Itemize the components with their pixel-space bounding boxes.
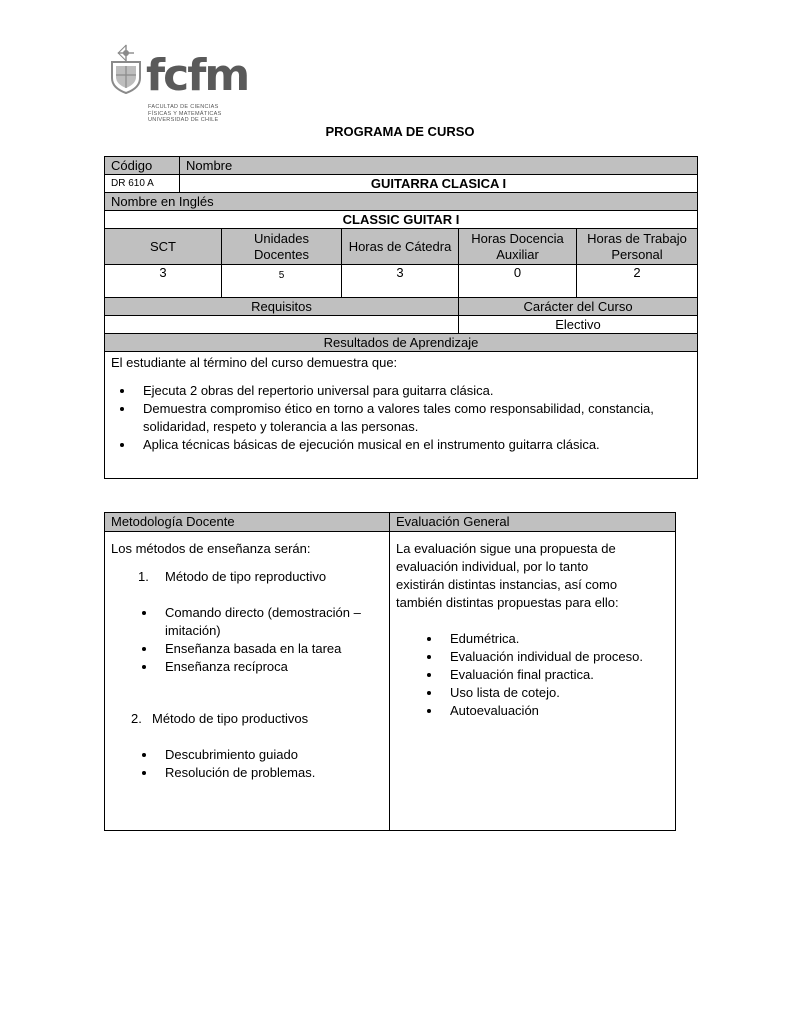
method-2-list — [111, 746, 383, 782]
method-1-list — [111, 604, 383, 676]
character-value: Electivo — [459, 316, 698, 334]
personal-hours-value: 2 — [577, 265, 698, 298]
aux-hours-value: 0 — [459, 265, 577, 298]
list-item: • Evaluación individual de proceso. — [442, 648, 669, 666]
list-item: • Uso lista de cotejo. — [442, 684, 669, 702]
name-header: Nombre — [180, 157, 698, 175]
methodology-header: Metodología Docente — [105, 513, 390, 532]
list-item: • Resolución de problemas. — [157, 764, 383, 782]
sct-header: SCT — [105, 229, 222, 265]
teaching-units-value: 5 — [222, 265, 342, 298]
character-header: Carácter del Curso — [459, 298, 698, 316]
outcomes-intro: El estudiante al término del curso demuestra que: — [111, 355, 398, 370]
methodology-evaluation-table — [104, 512, 676, 831]
course-info-table — [104, 156, 698, 479]
faculty-logo — [108, 44, 249, 126]
methodology-content — [105, 532, 390, 831]
english-name-header: Nombre en Inglés — [105, 193, 698, 211]
lecture-hours-value: 3 — [342, 265, 459, 298]
page-title: PROGRAMA DE CURSO — [325, 124, 475, 139]
method-1: 1. Método de tipo reproductivo — [138, 569, 327, 584]
outcomes-content — [105, 352, 698, 479]
evaluation-list — [396, 630, 669, 720]
personal-hours-header: Horas de Trabajo Personal — [577, 229, 698, 265]
lecture-hours-header: Horas de Cátedra — [342, 229, 459, 265]
requirements-value — [105, 316, 459, 334]
code-header: Código — [105, 157, 180, 175]
list-item: • Comando directo (demostración – imitación) — [157, 604, 383, 640]
list-item: • Edumétrica. — [442, 630, 669, 648]
list-item: • Demuestra compromiso ético en torno a valores tales como responsabilidad, constancia, solidaridad, respeto y tolerancia a las personas. — [135, 400, 691, 436]
aux-hours-header: Horas Docencia Auxiliar — [459, 229, 577, 265]
list-item: • Evaluación final practica. — [442, 666, 669, 684]
university-seal-icon — [108, 44, 144, 94]
method-2: 2. Método de tipo productivos — [131, 711, 309, 726]
course-name: GUITARRA CLASICA I — [180, 175, 698, 193]
list-item: • Descubrimiento guiado — [157, 746, 383, 764]
requirements-header: Requisitos — [105, 298, 459, 316]
evaluation-header: Evaluación General — [390, 513, 676, 532]
logo-subtitle: FACULTAD DE CIENCIAS FÍSICAS Y MATEMÁTICAS UNIVERSIDAD DE CHILE — [148, 104, 222, 123]
list-item: • Ejecuta 2 obras del repertorio universal para guitarra clásica. — [135, 382, 691, 400]
english-name: CLASSIC GUITAR I — [105, 211, 698, 229]
evaluation-intro: La evaluación sigue una propuesta de evaluación individual, por lo tanto existirán distintas instancias, así como también distintas propuestas para ello: — [396, 541, 619, 610]
logo-wordmark: fcfm — [146, 50, 249, 101]
list-item: • Aplica técnicas básicas de ejecución musical en el instrumento guitarra clásica. — [135, 436, 691, 454]
evaluation-content — [390, 532, 676, 831]
list-item: • Enseñanza recíproca — [157, 658, 383, 676]
outcomes-header: Resultados de Aprendizaje — [105, 334, 698, 352]
methodology-intro: Los métodos de enseñanza serán: — [111, 541, 311, 556]
list-item: • Enseñanza basada en la tarea — [157, 640, 383, 658]
outcomes-list — [111, 382, 691, 454]
teaching-units-header: Unidades Docentes — [222, 229, 342, 265]
course-code: DR 610 A — [105, 175, 180, 193]
list-item: • Autoevaluación — [442, 702, 669, 720]
sct-value: 3 — [105, 265, 222, 298]
